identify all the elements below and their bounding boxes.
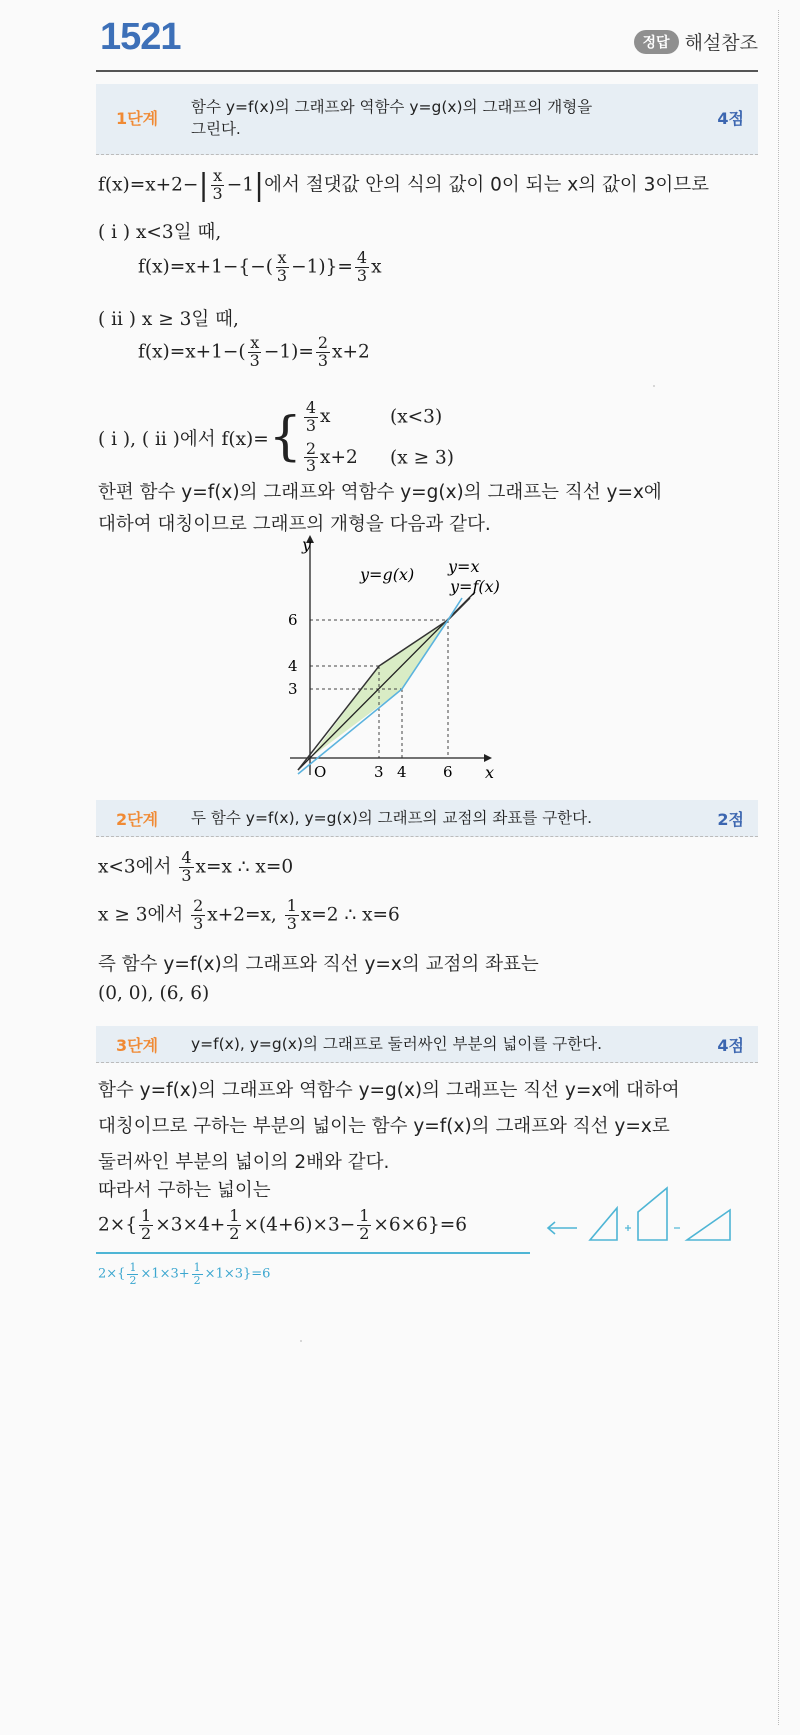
hint-trapezoid — [638, 1188, 667, 1240]
step-3-para-2: 대칭이므로 구하는 부분의 넓이는 함수 y=f(x)의 그래프와 직선 y=x로 — [98, 1116, 670, 1137]
abs-frac-den: 3 — [212, 184, 223, 203]
step-3-para-1: 함수 y=f(x)의 그래프와 역함수 y=g(x)의 그래프는 직선 y=x에 대하여 — [98, 1080, 680, 1101]
case-1-frac-num: x — [277, 248, 287, 267]
piecewise-r2-expr: x+2 — [320, 446, 358, 468]
step-2-line-3: 즉 함수 y=f(x)의 그래프와 직선 y=x의 교점의 좌표는 — [98, 954, 539, 975]
answer-ref-text: 해설참조 — [684, 32, 758, 54]
area-calculation — [98, 1208, 467, 1243]
step-3-label: 3단계 — [116, 1036, 159, 1055]
s2-l2-frac-1 — [191, 898, 205, 933]
y-axis-label: y — [302, 535, 312, 554]
abs-bar-right: | — [254, 168, 265, 203]
case-2-result-frac — [316, 335, 330, 370]
step-2-bar — [96, 800, 758, 837]
area-decomposition-hint — [545, 1172, 745, 1262]
x-tick-3: 3 — [374, 763, 384, 780]
note-frac-1 — [127, 1262, 138, 1286]
case-2-res-num: 2 — [317, 333, 329, 352]
piecewise-brace: { — [268, 406, 302, 467]
step-3-desc: y=f(x), y=g(x)의 그래프로 둘러싸인 부분의 넓이를 구한다. — [191, 1035, 603, 1053]
note-d1: 2 — [129, 1273, 137, 1287]
case-1-frac — [275, 250, 289, 285]
case-2-eq-pre: f(x)=x+1−( — [138, 341, 246, 363]
step-3-para-3: 둘러싸인 부분의 넓이의 2배와 같다. — [98, 1152, 390, 1173]
case-1-eq-mid: −1)}= — [291, 256, 353, 278]
header-divider — [96, 70, 758, 72]
step-3-points: 4점 — [717, 1036, 744, 1055]
piecewise-r2-den: 3 — [305, 456, 317, 476]
x-axis-label: x — [485, 763, 495, 780]
case-1-label: ( i ) x<3일 때, — [98, 222, 222, 243]
note-frac-2 — [192, 1262, 203, 1286]
s2-l1-post: x=x ∴ x=0 — [195, 856, 294, 878]
piecewise-row-1 — [302, 400, 454, 435]
case-2-label: ( ii ) x ≥ 3일 때, — [98, 309, 239, 330]
label-y-equals-x: y=x — [448, 557, 480, 576]
cyan-underline — [96, 1252, 530, 1254]
step-1-desc-line-2: 그린다. — [191, 120, 241, 138]
s2-l1-frac — [179, 850, 193, 885]
piecewise-r1-den: 3 — [305, 415, 317, 435]
calc-frac-1 — [139, 1208, 153, 1243]
hint-triangle-left — [590, 1208, 617, 1240]
calc-d2: 2 — [229, 1223, 240, 1243]
case-2-frac-num: x — [250, 333, 260, 352]
step-2-line-2 — [98, 898, 400, 933]
problem-number: 1521 — [100, 16, 181, 58]
calc-pre: 2×{ — [98, 1214, 138, 1236]
scan-speck — [300, 1340, 302, 1342]
eq-def-note: 에서 절댓값 안의 식의 값이 0이 되는 x의 값이 3이므로 — [264, 174, 709, 196]
para-symmetry-2: 대하여 대칭이므로 그래프의 개형을 다음과 같다. — [98, 514, 491, 535]
calc-n1: 1 — [141, 1206, 152, 1225]
case-1-res-den: 3 — [356, 265, 368, 285]
case-2-eq-tail: x+2 — [332, 341, 370, 363]
piecewise-r2-frac — [304, 438, 318, 476]
piecewise-r2-num: 2 — [305, 438, 317, 458]
step-2-line-1 — [98, 850, 293, 885]
s2-l1-num: 4 — [181, 848, 192, 867]
s2-l2-frac-2 — [285, 898, 299, 933]
step-1-desc — [191, 96, 688, 140]
y-tick-6: 6 — [288, 611, 298, 629]
s2-l2-den1: 3 — [193, 913, 204, 933]
s2-l1-pre: x<3에서 — [98, 856, 178, 878]
step-1-label: 1단계 — [116, 109, 159, 128]
note-d2: 2 — [193, 1273, 201, 1287]
case-2-eq-mid: −1)= — [263, 341, 314, 363]
page-edge-dotted-line — [778, 10, 779, 1725]
s2-l1-den: 3 — [181, 865, 192, 885]
step-3-para-4: 따라서 구하는 넓이는 — [98, 1180, 271, 1201]
calc-frac-2 — [227, 1208, 241, 1243]
eq-definition — [98, 168, 709, 203]
case-1-equation — [138, 250, 382, 285]
case-1-eq-tail: x — [371, 256, 382, 278]
abs-fraction — [211, 168, 225, 203]
answer-reference — [634, 28, 758, 55]
s2-l2-den2: 3 — [286, 913, 297, 933]
piecewise-r1-expr: x — [320, 406, 331, 428]
step-1-desc-line-1: 함수 y=f(x)의 그래프와 역함수 y=g(x)의 그래프의 개형을 — [191, 98, 593, 116]
s2-l2-post: x=2 ∴ x=6 — [300, 904, 400, 926]
note-a: ×1×3+ — [140, 1266, 190, 1282]
abs-tail: −1 — [226, 174, 255, 196]
scan-speck — [653, 385, 655, 387]
alternate-calculation-note — [98, 1262, 270, 1286]
origin-label: O — [314, 763, 327, 780]
case-2-equation — [138, 335, 370, 370]
x-axis-arrow — [484, 754, 492, 762]
case-2-res-den: 3 — [317, 350, 329, 370]
piecewise-r1-num: 4 — [305, 398, 317, 417]
case-2-frac — [248, 335, 262, 370]
note-b: ×1×3}=6 — [204, 1266, 271, 1282]
step-1-points: 4점 — [717, 109, 744, 128]
answer-badge: 정답 — [634, 30, 679, 54]
label-f: y=f(x) — [450, 577, 500, 596]
calc-d1: 2 — [141, 1223, 152, 1243]
note-n1: 1 — [129, 1261, 137, 1274]
x-tick-6: 6 — [443, 763, 453, 780]
label-g: y=g(x) — [360, 565, 415, 584]
calc-c: ×6×6}=6 — [373, 1214, 467, 1236]
x-tick-4: 4 — [397, 763, 407, 780]
abs-frac-num: x — [213, 166, 223, 186]
step-2-desc: 두 함수 y=f(x), y=g(x)의 그래프의 교점의 좌표를 구한다. — [191, 809, 593, 827]
piecewise-r1-cond: (x<3) — [390, 406, 443, 428]
inverse-function-graph — [280, 530, 570, 780]
abs-bar-left: | — [198, 168, 209, 203]
step-3-bar — [96, 1026, 758, 1063]
piecewise-lhs: ( i ), ( ii )에서 f(x)= — [98, 428, 269, 450]
hint-triangle-right — [687, 1210, 730, 1240]
case-1-frac-den: 3 — [276, 265, 288, 285]
calc-n3: 1 — [359, 1206, 370, 1225]
piecewise-definition — [98, 400, 454, 475]
y-tick-4: 4 — [288, 657, 298, 675]
step-2-points: 2점 — [717, 810, 744, 829]
calc-frac-3 — [357, 1208, 371, 1243]
piecewise-r1-frac — [304, 400, 318, 435]
calc-a: ×3×4+ — [155, 1214, 226, 1236]
para-symmetry-1: 한편 함수 y=f(x)의 그래프와 역함수 y=g(x)의 그래프는 직선 y=x에 — [98, 482, 662, 503]
calc-n2: 1 — [229, 1206, 240, 1225]
step-2-line-4: (0, 0), (6, 6) — [98, 983, 210, 1004]
s2-l2-pre: x ≥ 3에서 — [98, 904, 190, 926]
s2-l2-mid: x+2=x, — [207, 904, 283, 926]
case-1-res-num: 4 — [356, 248, 368, 267]
step-2-label: 2단계 — [116, 810, 159, 829]
y-tick-3: 3 — [288, 680, 298, 698]
s2-l2-num1: 2 — [193, 896, 204, 915]
note-pre: 2×{ — [98, 1266, 126, 1282]
step-1-bar — [96, 84, 758, 155]
piecewise-rows — [302, 400, 454, 475]
s2-l2-num2: 1 — [286, 896, 297, 915]
case-2-frac-den: 3 — [249, 350, 260, 370]
calc-d3: 2 — [359, 1223, 370, 1243]
eq-def-lhs: f(x)=x+2− — [98, 174, 199, 196]
note-n2: 1 — [193, 1261, 201, 1274]
piecewise-r2-cond: (x ≥ 3) — [390, 446, 454, 468]
calc-b: ×(4+6)×3− — [243, 1214, 356, 1236]
case-1-result-frac — [355, 250, 369, 285]
piecewise-row-2 — [302, 438, 454, 476]
case-1-eq-pre: f(x)=x+1−{−( — [138, 256, 273, 278]
